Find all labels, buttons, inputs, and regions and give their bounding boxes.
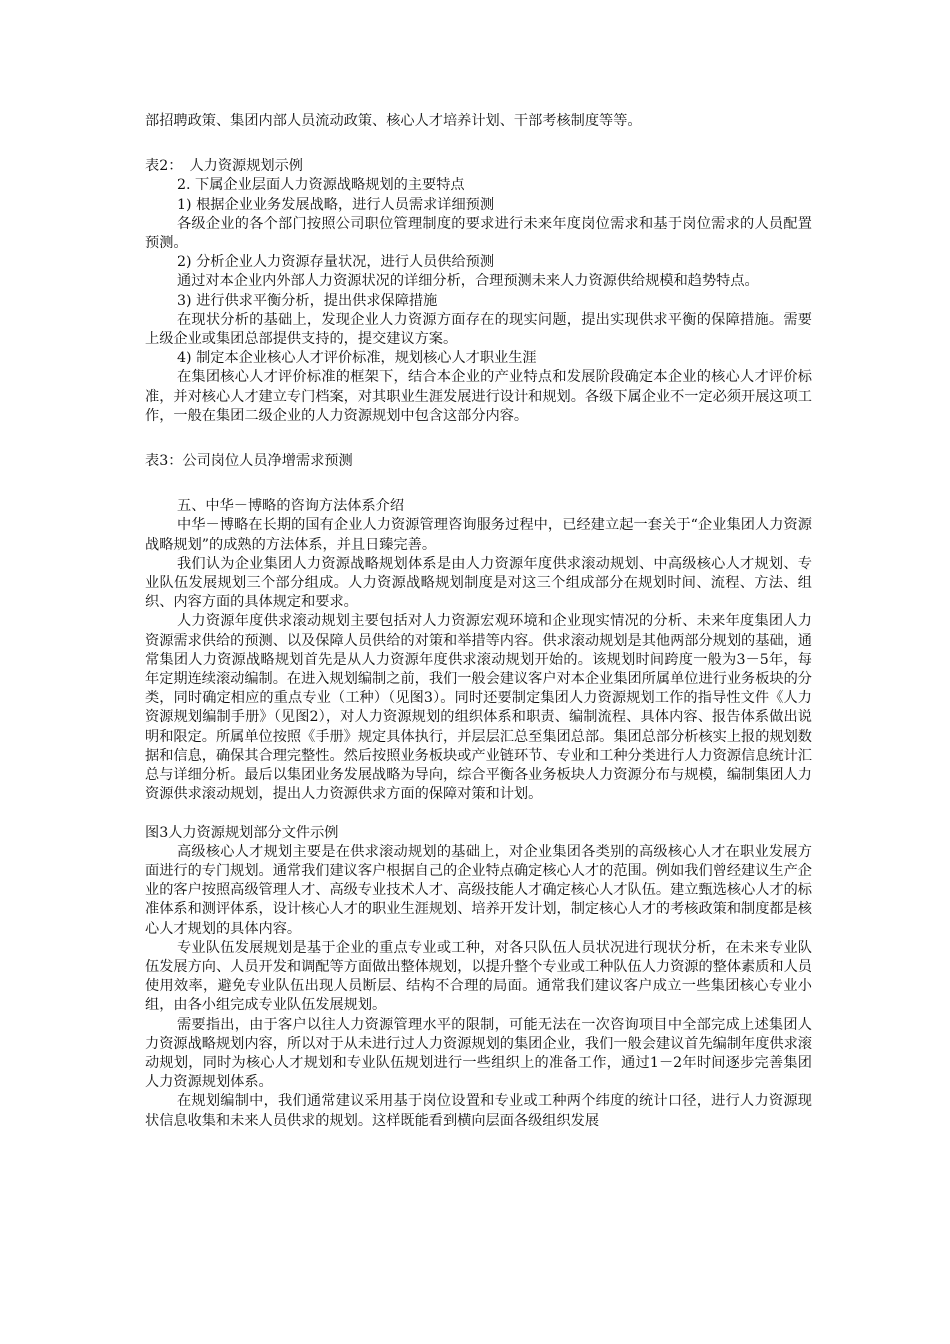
paragraph-6-3: 需要指出，由于客户以往人力资源管理水平的限制，可能无法在一次咨询项目中全部完成上述集团人力资源战略规划内容，所以对于从未进行过人力资源规划的集团企业，我们一般会建议首先编制年度供求滚动规划，同时为核心人才规划和专业队伍规划进行一些组织上的准备工作，通过1－2年时间逐步完善集团人力资源规划体系。 [145,1016,812,1091]
paragraph-3: 在现状分析的基础上，发现企业人力资源方面存在的现实问题，提出实现供求平衡的保障措施。需要上级企业或集团总部提供支持的，提交建议方案。 [145,311,812,348]
table3-caption: 表3：公司岗位人员净增需求预测 [145,453,353,470]
paragraph-4: 在集团核心人才评价标准的框架下，结合本企业的产业特点和发展阶段确定本企业的核心人才评价标准，并对核心人才建立专门档案，对其职业生涯发展进行设计和规划。各级下属企业不一定必须开展这项工作，一般在集团二级企业的人力资源规划中包含这部分内容。 [145,369,812,424]
paragraph-5-3: 人力资源年度供求滚动规划主要包括对人力资源宏观环境和企业现实情况的分析、未来年度集团人力资源需求供给的预测、以及保障人员供给的对策和举措等内容。供求滚动规划是其他两部分规划的基础，通常集团人力资源战略规划首先是从人力资源年度供求滚动规划开始的。该规划时间跨度一般为3－5年，每年定期连续滚动编制。在进入规划编制之前，我们一般会建议客户对本企业集团所属单位进行业务板块的分类，同时确定相应的重点专业（工种）（见图3）。同时还要制定集团人力资源规划工作的指导性文件《人力资源规划编制手册》（见图2），对人力资源规划的组织体系和职责、编制流程、具体内容、报告体系做出说明和限定。所属单位按照《手册》规定具体执行，并层层汇总至集团总部。集团总部分析核实上报的规划数据和信息，确保其合理完整性。然后按照业务板块或产业链环节、专业和工种分类进行人力资源信息统计汇总与详细分析。最后以集团业务发展战略为导向，综合平衡各业务板块人力资源分布与规模，编制集团人力资源供求滚动规划，提出人力资源供求方面的保障对策和计划。 [145,613,812,803]
figure3-caption: 图3人力资源规划部分文件示例 [145,824,339,841]
section-heading-2: 2. 下属企业层面人力资源战略规划的主要特点 [177,177,465,194]
paragraph-6-2: 专业队伍发展规划是基于企业的重点专业或工种，对各只队伍人员状况进行现状分析，在未来专业队伍发展方向、人员开发和调配等方面做出整体规划，以提升整个专业或工种队伍人力资源的整体素质和人员使用效率，避免专业队伍出现人员断层、结构不合理的局面。通常我们建议客户成立一些集团核心专业小组，由各小组完成专业队伍发展规划。 [145,939,812,1014]
paragraph-1: 各级企业的各个部门按照公司职位管理制度的要求进行未来年度岗位需求和基于岗位需求的人员配置预测。 [145,215,812,252]
paragraph-5-1: 中华－博略在长期的国有企业人力资源管理咨询服务过程中，已经建立起一套关于“企业集团人力资源战略规划”的成熟的方法体系，并且日臻完善。 [145,517,812,553]
subheading-2: 2) 分析企业人力资源存量状况，进行人员供给预测 [177,254,495,271]
paragraph-continued: 部招聘政策、集团内部人员流动政策、核心人才培养计划、干部考核制度等等。 [145,113,642,129]
document-page [145,112,812,1131]
paragraph-6-4: 在规划编制中，我们通常建议采用基于岗位设置和专业或工种两个纬度的统计口径，进行人力资源现状信息收集和未来人员供求的规划。这样既能看到横向层面各级组织发展 [145,1093,812,1129]
paragraph-5-2: 我们认为企业集团人力资源战略规划体系是由人力资源年度供求滚动规划、中高级核心人才规划、专业队伍发展规划三个部分组成。人力资源战略规划制度是对这三个组成部分在规划时间、流程、方法、组织、内容方面的具体规定和要求。 [145,555,812,611]
subheading-1: 1) 根据企业业务发展战略，进行人员需求详细预测 [177,196,495,213]
paragraph-2: 通过对本企业内外部人力资源状况的详细分析，合理预测未来人力资源供给规模和趋势特点。 [177,273,759,290]
section-heading-5: 五、中华－博略的咨询方法体系介绍 [177,498,405,515]
subheading-3: 3) 进行供求平衡分析，提出供求保障措施 [177,292,438,309]
paragraph-6-1: 高级核心人才规划主要是在供求滚动规划的基础上，对企业集团各类别的高级核心人才在职业发展方面进行的专门规划。通常我们建议客户根据自己的企业特点确定核心人才的范围。例如我们曾经建议生产企业的客户按照高级管理人才、高级专业技术人才、高级技能人才确定核心人才队伍。建立甄选核心人才的标准体系和测评体系，设计核心人才的职业生涯规划、培养开发计划，制定核心人才的考核政策和制度都是核心人才规划的具体内容。 [145,843,812,937]
subheading-4: 4) 制定本企业核心人才评价标准，规划核心人才职业生涯 [177,350,537,367]
table2-caption: 表2： 人力资源规划示例 [145,158,303,175]
